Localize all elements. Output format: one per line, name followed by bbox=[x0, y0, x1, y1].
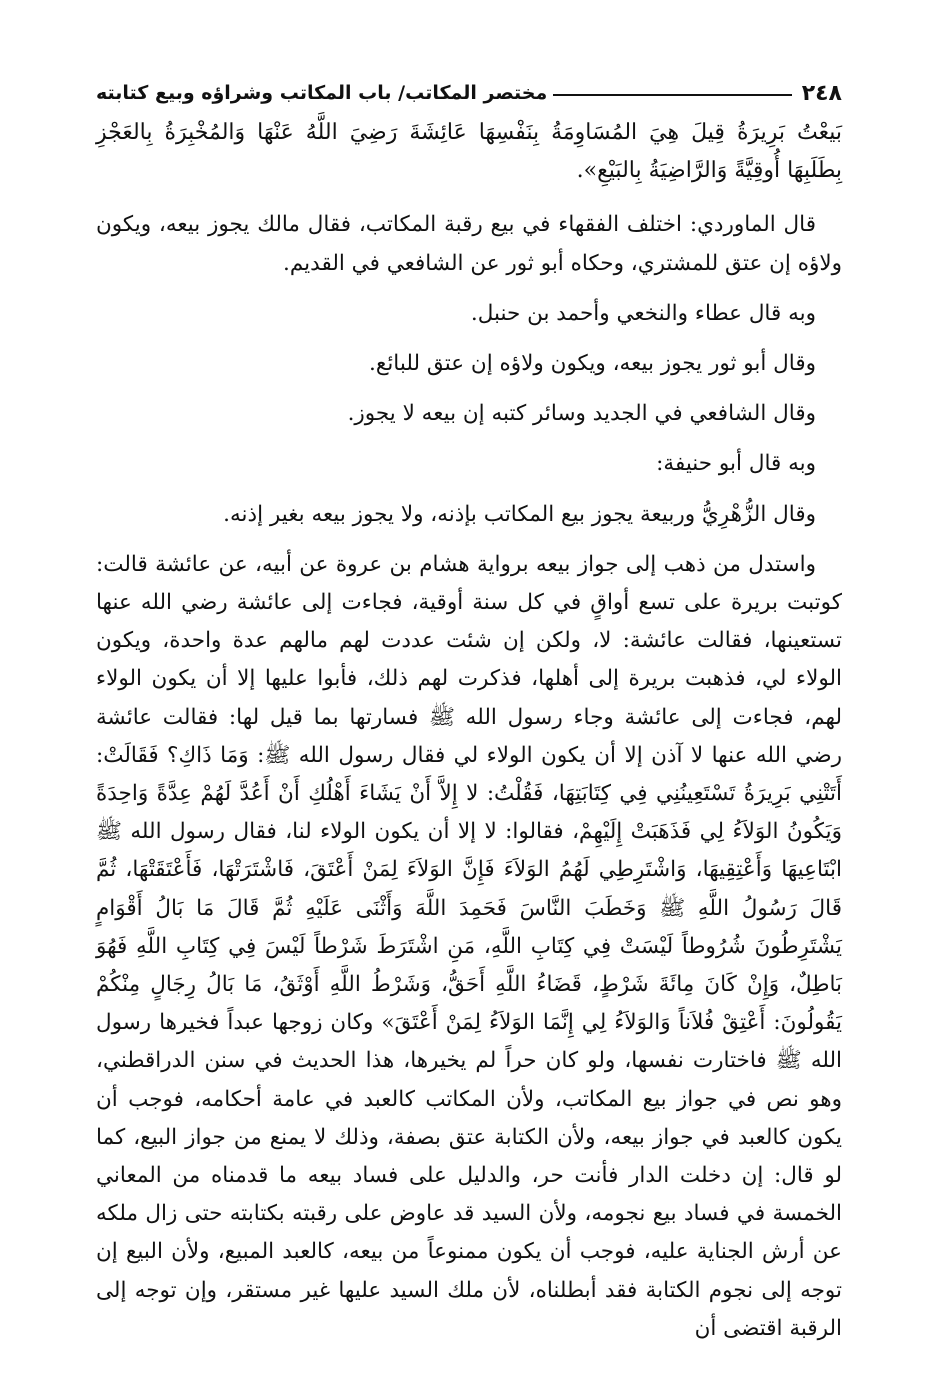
running-header bbox=[96, 78, 842, 108]
spacer bbox=[96, 190, 842, 206]
running-title: مختصر المكاتب/ باب المكاتب وشراؤه وبيع كتابته bbox=[96, 82, 548, 104]
opening-quote: بَيعْتُ بَرِيرَةُ قِيلَ هِيَ المُسَاوِمَةُ بِنَفْسِهَا عَائِشَةَ رَضِيَ اللَّهُ عَنْهَا وَالمُخْبِرَةُ بِالعَجْزِ بِطَلَبِهَا أُوقِيَّةً وَالرَّاضِيَةُ بِالبَيْعِ». bbox=[96, 120, 842, 184]
page-body bbox=[96, 114, 842, 1348]
paragraph-abu-hanifa: وبه قال أبو حنيفة: bbox=[656, 451, 816, 477]
paragraph-shafii: وقال الشافعي في الجديد وسائر كتبه إن بيعه لا يجوز. bbox=[347, 401, 816, 427]
paragraph-zuhri: وقال الزُّهْرِيُّ وربيعة يجوز بيع المكاتب بإذنه، ولا يجوز بيعه بغير إذنه. bbox=[223, 501, 816, 527]
paragraph-ata: وبه قال عطاء والنخعي وأحمد بن حنبل. bbox=[470, 300, 816, 326]
header-rule bbox=[553, 94, 791, 96]
page-number: ٢٤٨ bbox=[801, 80, 842, 106]
paragraph-mawardi: قال الماوردي: اختلف الفقهاء في بيع رقبة المكاتب، فقال مالك يجوز بيعه، ويكون ولاؤه إن عتق للمشتري، وحكاه أبو ثور عن الشافعي في القديم. bbox=[96, 212, 842, 276]
paragraph-abu-thawr: وقال أبو ثور يجوز بيعه، ويكون ولاؤه إن عتق للبائع. bbox=[369, 351, 816, 377]
paragraph-evidence: واستدل من ذهب إلى جواز بيعه برواية هشام بن عروة عن أبيه، عن عائشة قالت: كوتبت بريرة على تسع أواقٍ في كل سنة أوقية، فجاءت إلى عائشة رضي الله عنها تستعينها، فقالت عائشة: لا، ولكن إن شئت عددت لهم مالهم عدة واحدة، ويكون الولاء لي، فذهبت بريرة إلى أهلها، فذكرت لهم ذلك، فأبوا عليها إلا أن يكون الولاء لهم، فجاءت إلى عائشة وجاء رسول الله ﷺ فسارتها بما قيل لها: فقالت عائشة رضي الله عنها لا آذن إلا أن يكون الولاء لي فقال رسول الله ﷺ: وَمَا ذَاكِ؟ فَقَالَتْ: أَتَتْنِي بَرِيرَةُ تَسْتَعِينُنِي فِي كِتَابَتِهَا، فَقُلْتُ: لا إِلاَّ أَنْ يَشَاءَ أَهْلُكِ أَنْ أَعُدَّ لَهُمْ عِدَّةً وَاحِدَةً وَيَكُونُ الوَلاَءُ لِي فَذَهَبَتْ إِلَيْهِمْ، فقالوا: لا إلا أن يكون الولاء لنا، فقال رسول الله ﷺ ابْتَاعِيهَا وَأَعْتِقِيهَا، وَاشْتَرِطِي لَهُمُ الوَلاَءَ فَإِنَّ الوَلاَءَ لِمَنْ أَعْتَقَ، فَاشْتَرَتْهَا، فَأَعْتَقَتْهَا، ثُمَّ قَالَ رَسُولُ اللَّهِ ﷺ وَخَطَبَ النَّاسَ فَحَمِدَ اللَّهَ وَأَثْنَى عَلَيْهِ ثُمَّ قَالَ مَا بَالُ أَقْوَامٍ يَشْتَرِطُونَ شُرُوطاً لَيْسَتْ فِي كِتَابِ اللَّهِ، مَنِ اشْتَرَطَ شَرْطاً لَيْسَ فِي كِتَابِ اللَّهِ فَهُوَ بَاطِلٌ، وَإِنْ كَانَ مِائَةَ شَرْطٍ، قَضَاءُ اللَّهِ أَحَقُّ، وَشَرْطُ اللَّهِ أَوْثَقُ، مَا بَالُ رِجَالٍ مِنْكُمْ يَقُولُونَ: أَعْتِقْ فُلاَناً وَالوَلاَءُ لِي إِنَّمَا الوَلاَءُ لِمَنْ أَعْتَقَ» وكان زوجها عبداً فخيرها رسول الله ﷺ فاختارت نفسها، ولو كان حراً لم يخيرها، هذا الحديث في سنن الدراقطني، وهو نص في جواز بيع المكاتب، ولأن المكاتب كالعبد في عامة أحكامه، فوجب أن يكون كالعبد في جواز بيعه، ولأن الكتابة عتق بصفة، وذلك لا يمنع من جواز البيع، كما لو قال: إن دخلت الدار فأنت حر، والدليل على فساد بيعه ما قدمناه من المعاني الخمسة في فساد بيع نجومه، ولأن السيد قد عاوض على رقبته بكتابته حتى زال ملكه عن أرش الجناية عليه، فوجب أن يكون ممنوعاً من بيعه، كالعبد المبيع، ولأن البيع إن توجه إلى نجوم الكتابة فقد أبطلناه، لأن ملك السيد عليها غير مستقر، وإن توجه إلى الرقبة اقتضى أن bbox=[96, 551, 842, 1341]
